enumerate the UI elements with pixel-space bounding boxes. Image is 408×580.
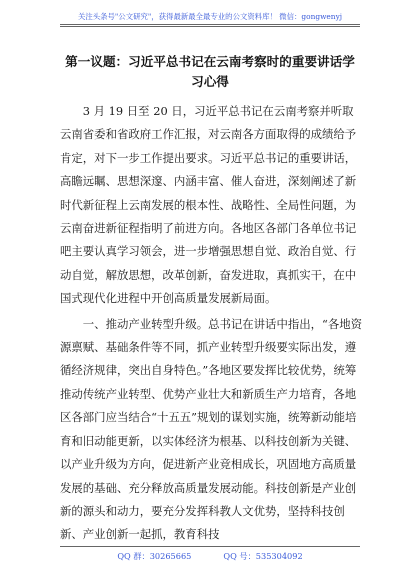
page-footer xyxy=(60,551,360,562)
footer-rule xyxy=(60,546,360,547)
paragraph-intro: 3 月 19 日至 20 日，习近平总书记在云南考察并听取云南省委和省政府工作汇报，对云南各方面取得的成绩给予肯定，对下一步工作提出要求。习近平总书记的重要讲话，高瞻远瞩、思想深邃、内涵丰富、催人奋进，深刻阐述了新时代新征程上云南发展的根本性、战略性、全局性问题，为云南奋进新征程指明了前进方向。各地区各部门各单位书记吧主要认真学习领会，进一步增强思想自觉、政治自觉、行动自觉，解放思想，改革创新，奋发进取，真抓实干，在中国式现代化进程中开创高质量发展新局面。 xyxy=(60,104,357,306)
header-rule xyxy=(60,24,360,25)
paragraph-section-1: 一、推动产业转型升级。总书记在讲话中指出，“各地资源禀赋、基础条件等不同，抓产业转型升级要实际出发，遵循经济规律，突出自身特色。”各地区要发挥比较优势，统筹推动传统产业转型、优势产业壮大和新质生产力培育，各地区各部门应当结合“十五五”规划的谋划实施，统筹新动能培育和旧动能更新，以实体经济为根基、以科技创新为关键、以产业升级为方向，促进新产业竞相成长，巩固地方高质量发展的基础、充分释放高质量发展动能。科技创新是产业创新的源头和动力，要充分发挥科教人文优势，坚持科技创新、产业创新一起抓，教育科技 xyxy=(60,316,362,542)
page-header: 关注头条号"公文研究"，获得最新最全最专业的公文资料库！ 微信：gongwenyj xyxy=(77,12,343,21)
document-body xyxy=(60,100,362,547)
document-title: 第一议题：习近平总书记在云南考察时的重要讲话学习心得 xyxy=(65,54,355,89)
footer-qq-number: QQ 号：535304092 xyxy=(223,551,303,561)
header-rule-secondary xyxy=(60,26,360,27)
footer-qq-group: QQ 群：30265665 xyxy=(117,551,192,561)
